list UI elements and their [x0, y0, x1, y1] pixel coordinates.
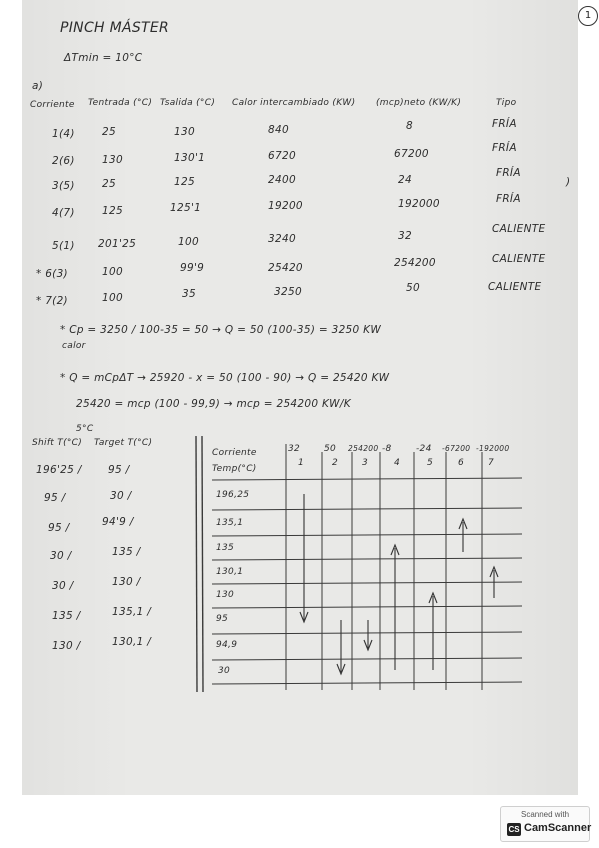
grid-column-7-mcp: -192000 — [476, 444, 510, 453]
header-tipo: Tipo — [496, 98, 517, 108]
grid-temp-2: 135,1 — [216, 518, 244, 528]
shift-header-shift: Shift T(°C) — [32, 438, 83, 448]
page-number: 1 — [578, 6, 598, 26]
stream-2-id: 2(6) — [52, 155, 75, 167]
shift-row-2-target: 30 / — [110, 490, 132, 502]
camscanner-logo-icon: CS — [508, 825, 520, 834]
stream-3-id: 3(5) — [52, 180, 75, 192]
grid-column-4-mcp: -8 — [382, 444, 392, 454]
calculation-cp-note: calor — [62, 341, 86, 351]
shift-row-4-target: 135 / — [112, 546, 141, 558]
shift-row-2-shift: 95 / — [44, 492, 66, 504]
grid-column-6-number: 6 — [458, 458, 465, 468]
stream-2-tin: 130 — [102, 154, 123, 166]
grid-temp-1: 196,25 — [216, 490, 250, 500]
stream-6-q: 25420 — [268, 262, 303, 274]
interval-grid — [22, 0, 578, 795]
camscanner-badge — [500, 806, 590, 842]
header-calor: Calor intercambiado (KW) — [232, 98, 356, 108]
stream-2-tipo: FRÍA — [492, 142, 517, 154]
grid-column-2-mcp: 50 — [324, 444, 337, 454]
grid-column-3-mcp: 254200 — [348, 444, 379, 453]
shift-row-5-shift: 30 / — [52, 580, 74, 592]
stream-4-id: 4(7) — [52, 207, 75, 219]
grid-temp-8: 30 — [218, 666, 231, 676]
stream-5-tin: 201'25 — [98, 238, 137, 250]
grid-temp-4: 130,1 — [216, 567, 244, 577]
stream-6-tout: 99'9 — [180, 262, 205, 274]
stream-5-mcp: 32 — [398, 230, 412, 242]
grid-temp-6: 95 — [216, 614, 229, 624]
header-corriente: Corriente — [30, 100, 75, 110]
stream-4-mcp: 192000 — [398, 198, 440, 210]
stream-4-tipo: FRÍA — [496, 193, 521, 205]
header-tsalida: Tsalida (°C) — [160, 98, 216, 108]
stream-7-mcp: 50 — [406, 282, 420, 294]
grid-column-1-mcp: 32 — [288, 444, 301, 454]
shift-row-3-target: 94'9 / — [102, 516, 134, 528]
shift-row-6-target: 135,1 / — [112, 606, 152, 618]
stream-5-tout: 100 — [178, 236, 199, 248]
grid-column-7-number: 7 — [488, 458, 495, 468]
shift-row-7-shift: 130 / — [52, 640, 81, 652]
stream-4-q: 19200 — [268, 200, 303, 212]
stream-6-tin: 100 — [102, 266, 123, 278]
stream-1-tin: 25 — [102, 126, 116, 138]
stream-1-mcp: 8 — [406, 120, 413, 132]
calculation-q-line1: * Q = mCpΔT → 25920 - x = 50 (100 - 90) → Q = 25420 KW — [60, 372, 390, 384]
header-mcp: (mcp)neto (KW/K) — [376, 98, 462, 108]
stream-6-id: * 6(3) — [36, 268, 68, 280]
grid-column-4-number: 4 — [394, 458, 401, 468]
grid-header-corriente: Corriente — [212, 448, 257, 458]
shift-row-6-shift: 135 / — [52, 610, 81, 622]
grid-column-6-mcp: -67200 — [442, 444, 471, 453]
stream-3-tipo: FRÍA — [496, 167, 521, 179]
grid-column-5-number: 5 — [427, 458, 434, 468]
grid-column-2-number: 2 — [332, 458, 339, 468]
stream-7-tipo: CALIENTE — [488, 281, 542, 293]
scanned-with-text: Scanned with — [520, 810, 570, 819]
grid-column-1-number: 1 — [298, 458, 305, 468]
shift-row-1-target: 95 / — [108, 464, 130, 476]
part-label: a) — [32, 80, 44, 92]
shift-row-3-shift: 95 / — [48, 522, 70, 534]
calculation-cp: * Cp = 3250 / 100-35 = 50 → Q = 50 (100-35) = 3250 KW — [60, 324, 382, 336]
stream-3-tin: 25 — [102, 178, 116, 190]
camscanner-name: CamScanner — [524, 822, 592, 834]
stream-5-q: 3240 — [268, 233, 296, 245]
grid-header-temp: Temp(°C) — [212, 464, 257, 474]
shift-row-4-shift: 30 / — [50, 550, 72, 562]
shift-header-target: Target T(°C) — [94, 438, 153, 448]
stream-5-tipo: CALIENTE — [492, 223, 546, 235]
stream-3-mcp: 24 — [398, 174, 412, 186]
grid-column-5-mcp: -24 — [416, 444, 432, 454]
grid-column-3-number: 3 — [362, 458, 369, 468]
stream-7-tin: 100 — [102, 292, 123, 304]
stream-2-q: 6720 — [268, 150, 296, 162]
stream-1-id: 1(4) — [52, 128, 75, 140]
stream-2-tout: 130'1 — [174, 152, 206, 164]
stream-3-tout: 125 — [174, 176, 195, 188]
stream-5-id: 5(1) — [52, 240, 75, 252]
margin-parenthesis: ) — [566, 176, 571, 188]
stream-7-tout: 35 — [182, 288, 196, 300]
stream-4-tout: 125'1 — [170, 202, 202, 214]
stream-2-mcp: 67200 — [394, 148, 429, 160]
scanned-page — [22, 0, 592, 795]
dtmin-note: ΔTmin = 10°C — [64, 52, 143, 64]
grid-temp-3: 135 — [216, 543, 235, 553]
stream-6-tipo: CALIENTE — [492, 253, 546, 265]
grid-temp-7: 94,9 — [216, 640, 238, 650]
page-title: PINCH MÁSTER — [60, 20, 170, 36]
shift-row-1-shift: 196'25 / — [36, 464, 82, 476]
shift-note: 5°C — [76, 424, 94, 434]
grid-temp-5: 130 — [216, 590, 235, 600]
stream-4-tin: 125 — [102, 205, 123, 217]
stream-3-q: 2400 — [268, 174, 296, 186]
stream-7-id: * 7(2) — [36, 295, 68, 307]
shift-row-5-target: 130 / — [112, 576, 141, 588]
header-tentrada: Tentrada (°C) — [88, 98, 153, 108]
stream-1-tipo: FRÍA — [492, 118, 517, 130]
stream-1-tout: 130 — [174, 126, 195, 138]
stream-6-mcp: 254200 — [394, 257, 436, 269]
calculation-q-line2: 25420 = mcp (100 - 99,9) → mcp = 254200 KW/K — [76, 398, 351, 410]
shift-row-7-target: 130,1 / — [112, 636, 152, 648]
stream-7-q: 3250 — [274, 286, 302, 298]
stream-1-q: 840 — [268, 124, 289, 136]
